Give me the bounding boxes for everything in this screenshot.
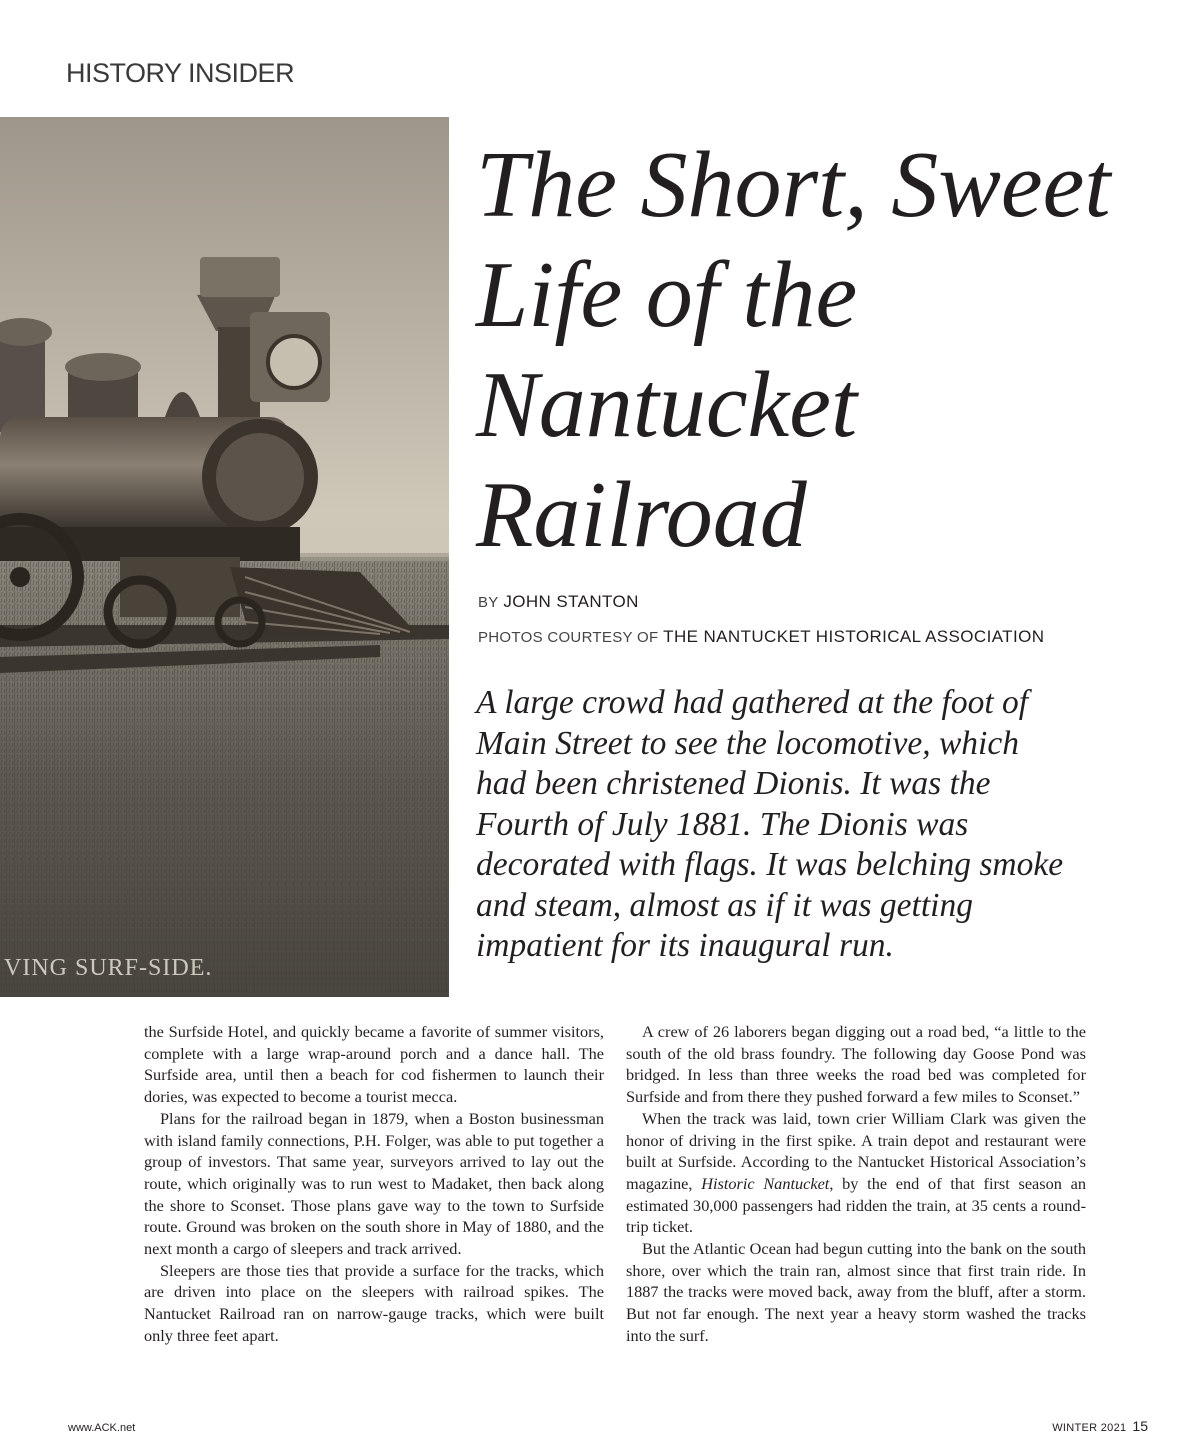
deck-line: decorated with flags. It was belching smoke [476,846,1064,883]
section-label: HISTORY INSIDER [66,58,295,88]
author-name: JOHN STANTON [503,592,639,611]
body-column-left [144,1021,604,1347]
photo-credit-label: PHOTOS COURTESY OF [478,629,659,646]
body-paragraph: the Surfside Hotel, and quickly became a favorite of summer visitors, complete with a large wrap-around porch and a dance hall. The Surfside area, until then a beach for cod fishermen to launch their dories, was expected to become a tourist mecca. [144,1022,604,1107]
deck-line: impatient for its inaugural run. [476,927,894,964]
body-paragraph: A crew of 26 laborers began digging out a road bed, “a little to the south of the old brass foundry. The following day Goose Pond was bridged. In less than three weeks the road bed was completed for Surfside and from there they pushed forward a few miles to Sconset.” [626,1022,1086,1107]
body-text: When the track was laid, town crier William Clark was given the honor of driving in the first spike. A train depot and restaurant were built at Surfside. According to the Nantucket Historical Association’s magazine, [626,1108,1086,1193]
deck-line: and steam, almost as if it was getting [476,886,973,924]
article-deck [476,683,1176,967]
body-paragraph: But the Atlantic Ocean had begun cutting into the bank on the south shore, over which the train ran, almost since that first train ride. In 1887 the tracks were moved back, away from the bluff, after a storm. But not far enough. The next year a heavy storm washed the tracks into the surf. [626,1239,1086,1345]
deck-line: Fourth of July 1881. The Dionis was [476,805,969,843]
issue-label: WINTER 2021 [1052,1422,1127,1434]
body-paragraph [626,1108,1086,1238]
title-line: Life of the [476,243,858,347]
photo-credit-source: THE NANTUCKET HISTORICAL ASSOCIATION [663,627,1045,646]
title-line: Nantucket [476,353,858,457]
deck-line: Main Street to see the locomotive, which [476,724,1019,762]
footer-website: www.ACK.net [68,1422,136,1434]
by-label: BY [478,594,499,611]
title-line: Railroad [476,463,807,567]
body-paragraph: Plans for the railroad began in 1879, when a Boston businessman with island family connections, P.H. Folger, was able to put together a group of investors. That same year, surveyors arrived to lay out the route, which originally was to run west to Madaket, then back along the shore to Sconset. Those plans gave way to the town to Surfside route. Ground was broken on the south shore in May of 1880, and the next month a cargo of sleepers and track arrived. [144,1108,604,1259]
footer-folio [1052,1418,1148,1436]
photo-caption: VING SURF-SIDE. [4,955,213,981]
body-paragraph: Sleepers are those ties that provide a surface for the tracks, which are driven into place on the sleepers with railroad spikes. The Nantucket Railroad ran on narrow-gauge tracks, which were built only three feet apart. [144,1260,604,1345]
page-number: 15 [1132,1418,1148,1434]
article-title [476,130,1176,570]
deck-line: had been christened Dionis. It was the [476,765,991,802]
title-line: The Short, Sweet [476,133,1111,237]
magazine-title: Historic Nantucket [701,1173,830,1193]
author-byline [478,592,639,612]
deck-line: A large crowd had gathered at the foot of [476,684,1029,721]
body-column-right [626,1021,1086,1347]
locomotive-photo [0,117,449,997]
photo-credit [478,627,1044,647]
body-text: , by the end of that first season an estimated 30,000 passengers had ridden the train, at 35 cents a round-trip ticket. [626,1173,1087,1237]
